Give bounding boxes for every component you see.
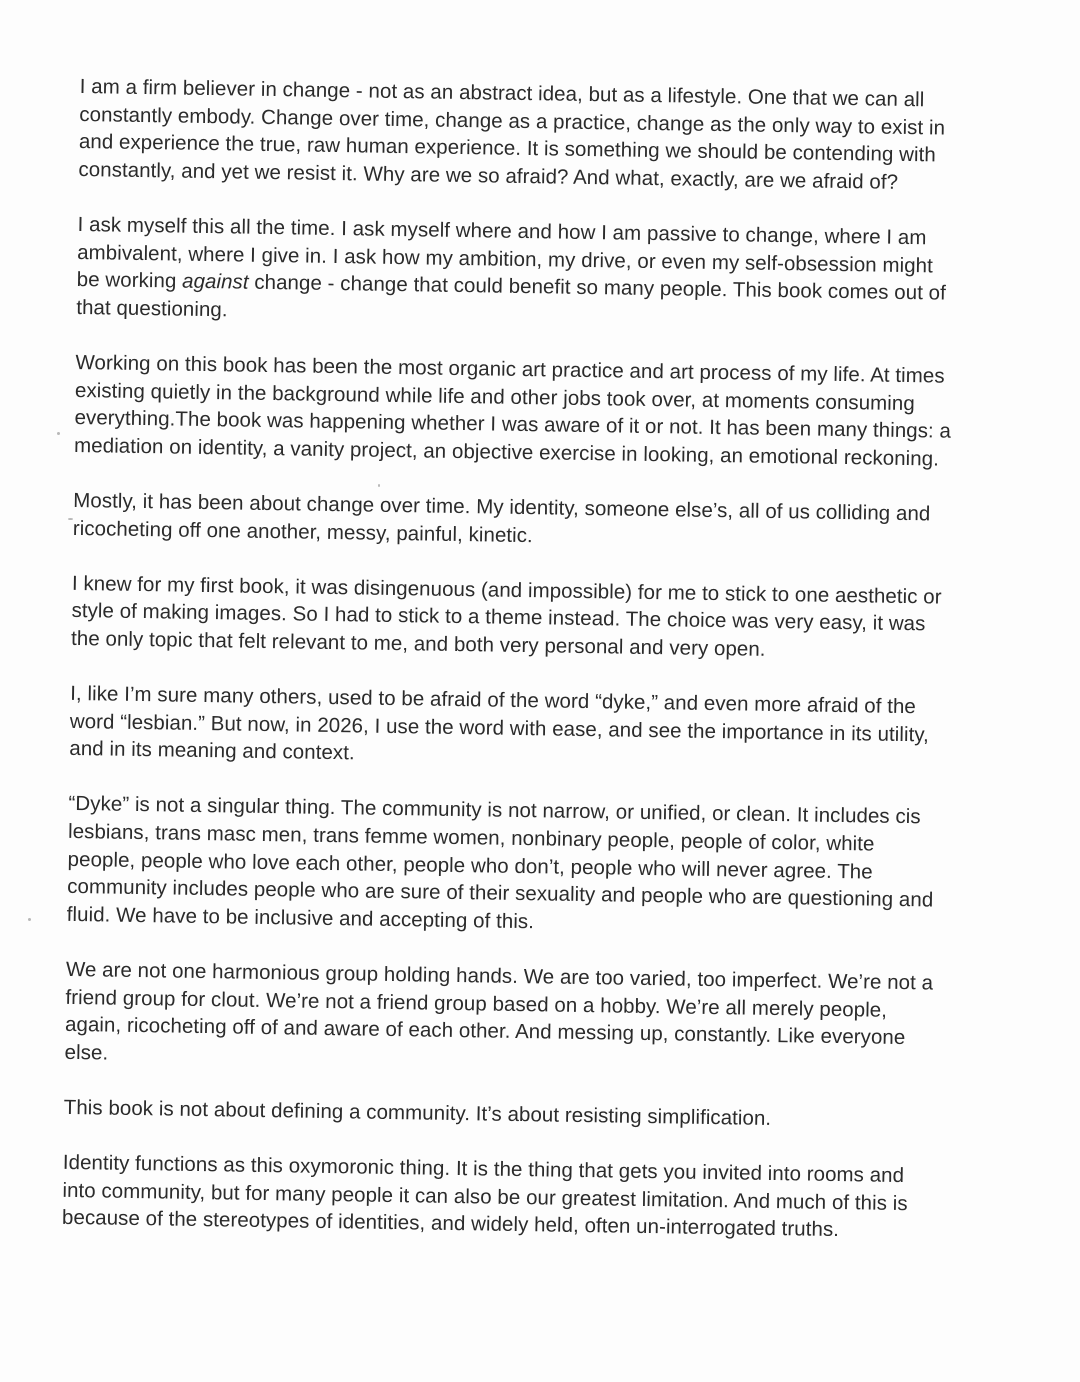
document-body <box>61 73 1002 1274</box>
scan-speck <box>57 432 60 435</box>
paragraph-2-text-end: change - change that could benefit so many people. This book comes out of that questioning. <box>76 270 947 322</box>
scan-speck <box>68 518 73 520</box>
paragraph-6: I, like I’m sure many others, used to be afraid of the word “dyke,” and even more afraid of the word “lesbian.” But now, in 2026, I use the word with ease, and see the importance in its utility, and in its meaning and context. <box>69 681 930 765</box>
paragraph-7: “Dyke” is not a singular thing. The community is not narrow, or unified, or clean. It includes cis lesbians, trans masc men, trans femme women, nonbinary people, people of color, white people, people who love each other, people who don’t, people who will never agree. The community includes people who are sure of their sexuality and people who are questioning and fluid. We have to be inclusive and accepting of this. <box>66 792 934 934</box>
paragraph-2-text-start: I ask myself this all the time. I ask myself where and how I am passive to change, where I am ambivalent, where I give in. I ask how my ambition, my drive, or even my self-obsession might be working <box>76 212 934 293</box>
paragraph-10: Identity functions as this oxymoronic thing. It is the thing that gets you invited into rooms and into community, but for many people it can also be our greatest limitation. And much of this is because of the stereotypes of identities, and widely held, often un-interrogated truths. <box>61 1151 908 1242</box>
paragraph-9: This book is not about defining a community. It’s about resisting simplification. <box>63 1095 772 1130</box>
scan-speck <box>28 918 31 921</box>
paragraph-8: We are not one harmonious group holding hands. We are too varied, too imperfect. We’re not a friend group for clout. We’re not a friend group based on a hobby. We’re all merely people, again, ricocheting off of and aware of each other. And messing up, constantly. Like everyone else. <box>64 957 934 1065</box>
scan-speck <box>378 484 380 487</box>
paragraph-5: I knew for my first book, it was disingenuous (and impossible) for me to stick to one aesthetic or style of making images. So I had to stick to a theme instead. The choice was very easy, it was the only topic that felt relevant to me, and both very personal and very open. <box>70 571 942 661</box>
paragraph-2 <box>76 211 1000 336</box>
paragraph-3: Working on this book has been the most organic art practice and art process of my life. At times existing quietly in the background while life and other jobs took over, at moments consuming everything.The book was happening whether I was aware of it or not. It has been many things: a mediation on identity, a vanity project, an objective exercise in looking, an emotional reckoning. <box>73 350 952 471</box>
paragraph-4: Mostly, it has been about change over time. My identity, someone else’s, all of us colliding and ricocheting off one another, messy, painful, kinetic. <box>72 488 931 547</box>
paragraph-2-italic-word: against <box>181 269 249 294</box>
paragraph-1: I am a firm believer in change - not as an abstract idea, but as a lifestyle. One that we can all constantly embody. Change over time, change as a practice, change as the only way to exist in and experience the true, raw human experience. It is something we should be contending with constantly, and yet we resist it. Why are we so afraid? And what, exactly, are we afraid of? <box>78 74 946 194</box>
